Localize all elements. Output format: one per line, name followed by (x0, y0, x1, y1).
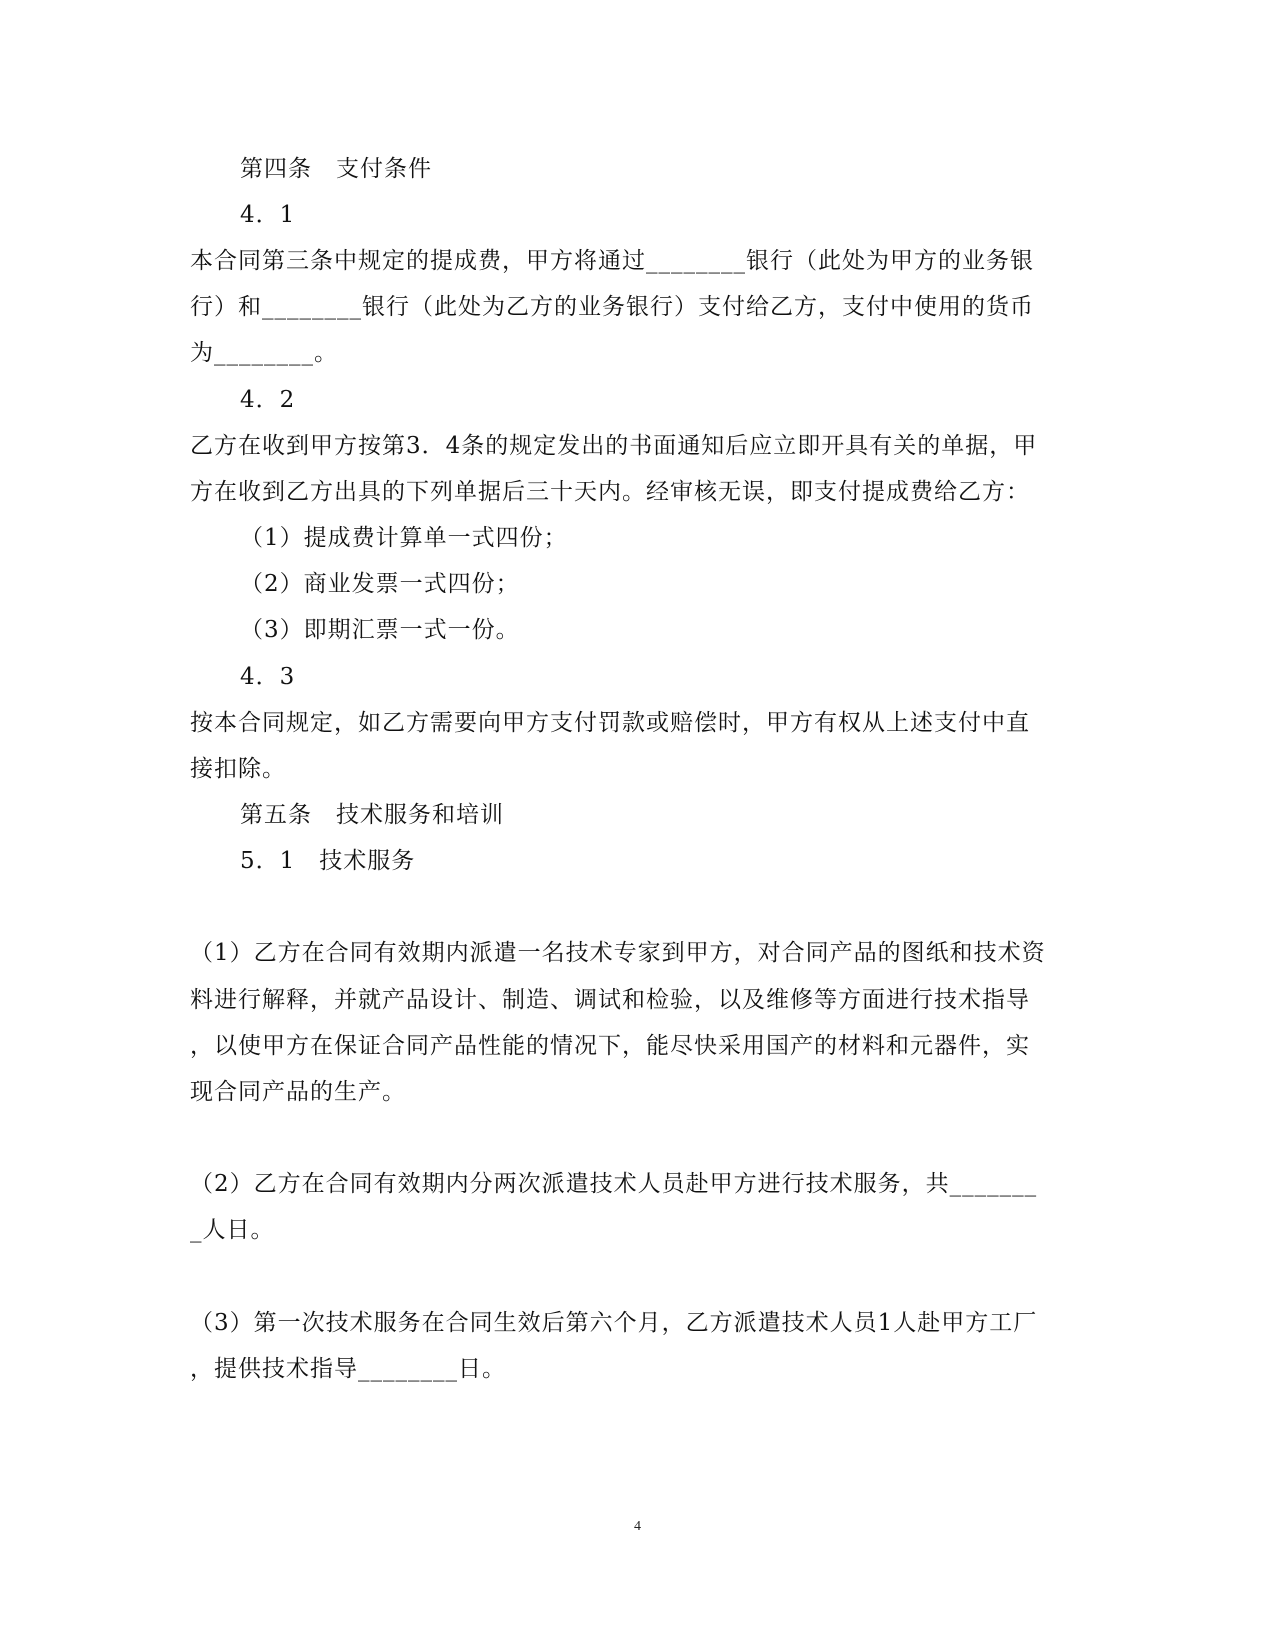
service-item-1-line-1: （1）乙方在合同有效期内派遣一名技术专家到甲方，对合同产品的图纸和技术资 (190, 940, 1046, 966)
page-number: 4 (634, 1519, 641, 1534)
service-item-2-line-1: （2）乙方在合同有效期内分两次派遣技术人员赴甲方进行技术服务，共_______ (190, 1171, 1038, 1197)
article-4-heading: 第四条 支付条件 (240, 156, 432, 182)
clause-4-2-item-2: （2）商业发票一式四份； (240, 571, 520, 597)
clause-4-2-text-line-1: 乙方在收到甲方按第3．4条的规定发出的书面通知后应立即开具有关的单据，甲 (190, 433, 1038, 459)
service-item-1-line-4: 现合同产品的生产。 (190, 1079, 406, 1105)
clause-4-1-text-line-1: 本合同第三条中规定的提成费，甲方将通过________银行（此处为甲方的业务银 (190, 248, 1034, 274)
clause-4-2-number: 4．2 (240, 387, 296, 413)
clause-4-2-item-3: （3）即期汇票一式一份。 (240, 617, 520, 643)
service-item-3-line-2: ，提供技术指导________日。 (190, 1356, 506, 1382)
clause-5-1-heading: 5．1 技术服务 (240, 848, 416, 874)
article-5-heading: 第五条 技术服务和培训 (240, 802, 504, 828)
clause-4-1-number: 4．1 (240, 202, 296, 228)
clause-4-3-text-line-1: 按本合同规定，如乙方需要向甲方支付罚款或赔偿时，甲方有权从上述支付中直 (190, 710, 1030, 736)
service-item-1-line-3: ，以使甲方在保证合同产品性能的情况下，能尽快采用国产的材料和元器件，实 (190, 1033, 1030, 1059)
service-item-2-line-2: _人日。 (190, 1217, 275, 1243)
clause-4-3-text-line-2: 接扣除。 (190, 756, 286, 782)
clause-4-2-text-line-2: 方在收到乙方出具的下列单据后三十天内。经审核无误，即支付提成费给乙方： (190, 479, 1030, 505)
service-item-1-line-2: 料进行解释，并就产品设计、制造、调试和检验，以及维修等方面进行技术指导 (190, 987, 1030, 1013)
clause-4-3-number: 4．3 (240, 664, 296, 690)
service-item-3-line-1: （3）第一次技术服务在合同生效后第六个月，乙方派遣技术人员1人赴甲方工厂 (190, 1310, 1038, 1336)
clause-4-1-text-line-3: 为________。 (190, 340, 338, 366)
clause-4-1-text-line-2: 行）和________银行（此处为乙方的业务银行）支付给乙方，支付中使用的货币 (190, 294, 1034, 320)
clause-4-2-item-1: （1）提成费计算单一式四份； (240, 525, 568, 551)
